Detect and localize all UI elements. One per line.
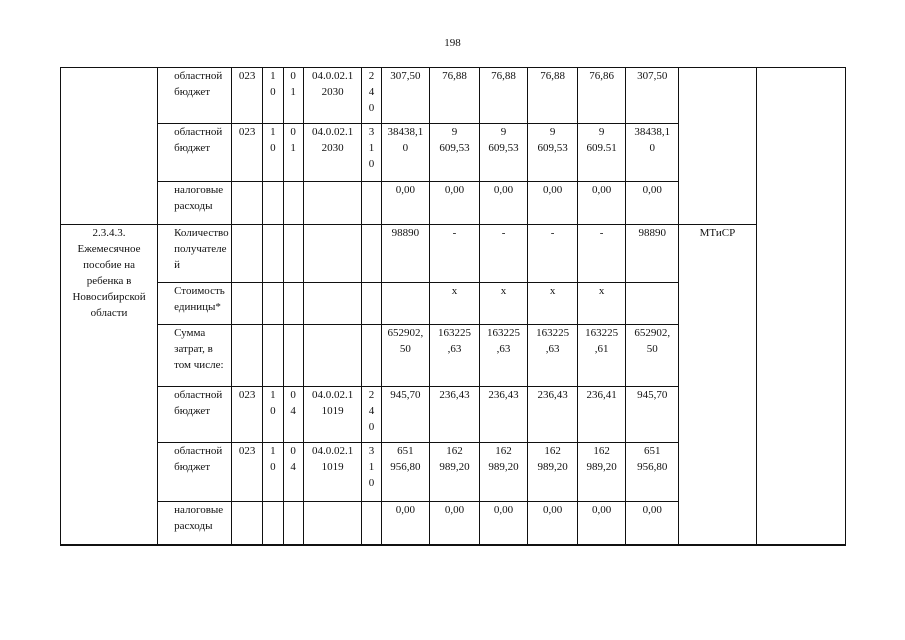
value-q4-cell [577,182,626,225]
target-article-cell [303,325,362,387]
section-code-cell [263,225,283,283]
cell-line: Ежемесячное [77,243,141,255]
expense-type-cell [362,443,381,502]
value-total-b-cell [626,225,679,283]
cell-line: 76,88 [442,70,467,82]
value-q3-cell [528,68,578,124]
indicator-name-cell [158,283,232,325]
table-row [61,225,846,283]
value-total-b-cell [626,68,679,124]
cell-line: налоговые [174,504,224,516]
cell-line: 2 [368,70,375,82]
cell-line: 023 [238,389,256,401]
cell-line: 38438,1 [387,126,424,138]
section-code-cell [263,124,283,182]
target-article-cell [303,225,362,283]
cell-line: 989,20 [537,461,568,473]
subsection-code-cell [283,124,303,182]
cell-line: 162 [593,445,610,457]
cell-line: 0 [368,421,375,433]
indicator-name-cell [158,325,232,387]
cell-line: бюджет [174,461,211,473]
cell-line: области [90,307,128,319]
cell-line: 652902, [634,327,671,339]
cell-line: получателе [174,243,227,255]
value-q2-cell [479,68,528,124]
value-total-b-cell [626,124,679,182]
cell-line: областной [174,445,223,457]
value-q2-cell [479,325,528,387]
cell-line: й [174,259,180,271]
cell-line: 2030 [321,86,344,98]
executor-cell-empty [679,68,757,225]
grbs-code-cell [231,325,262,387]
cell-line: 0 [290,445,296,457]
cell-line: единицы* [174,301,221,313]
value-total-a-cell [381,387,430,443]
indicator-name-cell [158,68,232,124]
subsection-code-cell [283,502,303,546]
cell-line: 0 [270,86,276,98]
cell-line: 0,00 [542,184,563,196]
page-number: 198 [444,37,461,49]
cell-line: 609.51 [586,142,617,154]
cell-line: 652902, [387,327,424,339]
value-q4-cell [577,68,626,124]
grbs-code-cell [231,124,262,182]
cell-line: 163225 [437,327,471,339]
cell-line: - [550,227,555,239]
value-q3-cell [528,124,578,182]
cell-line: 98890 [638,227,666,239]
cell-line: 1 [270,389,276,401]
grbs-code-cell [231,387,262,443]
value-q2-cell [479,225,528,283]
value-q1-cell [430,68,480,124]
executor-label: МТиСР [699,227,736,239]
cell-line: x [500,285,507,297]
cell-line: 236,43 [488,389,519,401]
value-q2-cell [479,502,528,546]
cell-line: 76,88 [491,70,516,82]
expense-type-cell [362,68,381,124]
value-total-b-cell [626,325,679,387]
target-article-cell [303,182,362,225]
cell-line: - [501,227,506,239]
cell-line: бюджет [174,405,211,417]
cell-line: 609,53 [488,142,519,154]
expense-type-cell [362,325,381,387]
cell-line: 0 [368,158,375,170]
cell-line: - [452,227,457,239]
value-q3-cell [528,325,578,387]
grbs-code-cell [231,502,262,546]
cell-line: 38438,1 [634,126,671,138]
cell-line: бюджет [174,142,211,154]
cell-line: затрат, в [174,343,213,355]
section-code-cell [263,325,283,387]
cell-line: 1 [290,142,296,154]
value-q3-cell [528,182,578,225]
cell-line: областной [174,389,223,401]
cell-line: Сумма [174,327,206,339]
value-total-b-cell [626,182,679,225]
cell-line: 989,20 [488,461,519,473]
indicator-name-cell [158,225,232,283]
cell-line: 2030 [321,142,344,154]
cell-line: 0 [290,389,296,401]
section-code-cell [263,283,283,325]
expense-type-cell [362,182,381,225]
cell-line: 0 [270,142,276,154]
cell-line: 0 [402,142,409,154]
cell-line: 0,00 [493,504,514,516]
value-q3-cell [528,225,578,283]
cell-line: 0,00 [542,504,563,516]
value-q3-cell [528,283,578,325]
expense-type-cell [362,225,381,283]
cell-line: 0 [368,102,375,114]
cell-line: 236,41 [586,389,617,401]
subsection-code-cell [283,182,303,225]
indicator-name-cell [158,182,232,225]
cell-line: 9 [500,126,507,138]
subsection-code-cell [283,225,303,283]
value-q3-cell [528,502,578,546]
cell-line: 236,43 [537,389,568,401]
cell-line: 0 [649,142,655,154]
indicator-name-cell [158,502,232,546]
cell-line: областной [174,126,223,138]
cell-line: 2 [368,389,375,401]
value-q4-cell [577,225,626,283]
value-total-b-cell [626,387,679,443]
cell-line: 98890 [391,227,420,239]
indicator-name-cell [158,443,232,502]
cell-line: бюджет [174,86,211,98]
target-article-cell [303,443,362,502]
section-code-cell [263,502,283,546]
indicator-name-cell [158,124,232,182]
cell-line: - [599,227,604,239]
cell-line: 0,00 [444,504,465,516]
table-row [61,68,846,124]
cell-line: ребенка в [86,275,132,287]
cell-line: Новосибирской [72,291,146,303]
cell-line: 163225 [536,327,570,339]
target-article-cell [303,502,362,546]
cell-line: 1019 [321,461,344,473]
section-code-cell [263,387,283,443]
cell-line: 0,00 [592,504,612,516]
cell-line: 0,00 [493,184,514,196]
cell-line: 945,70 [637,389,668,401]
cell-line: 3 [368,445,375,457]
cell-line: 989,20 [586,461,617,473]
table-left-border [60,67,61,545]
expense-type-cell [362,283,381,325]
cell-line: 1 [368,142,375,154]
cell-line: 945,70 [390,389,421,401]
cell-line: 1 [270,126,276,138]
value-total-a-cell [381,443,430,502]
cell-line: 162 [544,445,561,457]
grbs-code-cell [231,443,262,502]
cell-line: 0,00 [395,184,416,196]
cell-line: расходы [174,200,213,212]
measure-cell-empty [61,68,158,225]
cell-line: 9 [549,126,556,138]
cell-line: налоговые [174,184,224,196]
cell-line: 609,53 [537,142,568,154]
cell-line: 9 [451,126,458,138]
value-total-a-cell [381,182,430,225]
cell-line: 4 [368,86,375,98]
value-total-b-cell [626,502,679,546]
value-q4-cell [577,387,626,443]
indicator-name-cell [158,387,232,443]
cell-line: 023 [238,445,256,457]
cell-line: 3 [368,126,375,138]
value-q1-cell [430,502,480,546]
cell-line: 1 [368,461,375,473]
grbs-code-cell [231,225,262,283]
value-q2-cell [479,182,528,225]
cell-line: 307,50 [637,70,668,82]
value-q2-cell [479,124,528,182]
cell-line: 1 [270,70,276,82]
cell-line: x [451,285,458,297]
cell-line: 1 [270,445,276,457]
cell-line: 609,53 [439,142,470,154]
cell-line: Количество [174,227,229,239]
subsection-code-cell [283,325,303,387]
value-q2-cell [479,387,528,443]
cell-line: 0,00 [592,184,612,196]
value-total-a-cell [381,502,430,546]
cell-line: том числе: [174,359,224,371]
cell-line: 4 [290,405,296,417]
subsection-code-cell [283,68,303,124]
cell-line: 04.0.02.1 [311,389,354,401]
cell-line: расходы [174,520,213,532]
cell-line: пособие на [83,259,136,271]
cell-line: Стоимость [174,285,225,297]
value-q1-cell [430,325,480,387]
cell-line: 0,00 [642,184,662,196]
expense-type-cell [362,387,381,443]
cell-line: ,63 [545,343,560,355]
cell-line: областной [174,70,223,82]
cell-line: 162 [495,445,512,457]
cell-line: 0,00 [444,184,465,196]
value-q4-cell [577,502,626,546]
target-article-cell [303,387,362,443]
value-q2-cell [479,443,528,502]
cell-line: x [598,285,605,297]
cell-line: 1 [290,86,296,98]
budget-table [60,67,846,546]
cell-line: 956,80 [390,461,421,473]
cell-line: x [549,285,556,297]
cell-line: 0 [270,461,276,473]
cell-line: 76,88 [540,70,565,82]
value-q1-cell [430,387,480,443]
value-total-a-cell [381,68,430,124]
cell-line: 307,50 [390,70,421,82]
cell-line: 04.0.02.1 [311,70,354,82]
cell-line: 76,86 [589,70,614,82]
cell-line: 0 [290,70,296,82]
cell-line: 04.0.02.1 [311,126,354,138]
cell-line: 163225 [487,327,521,339]
target-article-cell [303,283,362,325]
expense-type-cell [362,124,381,182]
cell-line: ,61 [594,343,609,355]
value-total-a-cell [381,225,430,283]
cell-line: 4 [368,405,375,417]
value-q1-cell [430,182,480,225]
target-article-cell [303,124,362,182]
cell-line: 023 [238,70,256,82]
value-total-a-cell [381,283,430,325]
value-q4-cell [577,325,626,387]
expense-type-cell [362,502,381,546]
cell-line: 0,00 [642,504,662,516]
grbs-code-cell [231,68,262,124]
subsection-code-cell [283,443,303,502]
section-code-cell [263,443,283,502]
cell-line: 0 [290,126,296,138]
executor-cell [679,225,757,546]
value-total-b-cell [626,283,679,325]
value-total-a-cell [381,124,430,182]
cell-line: 50 [646,343,658,355]
cell-line: 9 [598,126,605,138]
cell-line: 956,80 [637,461,668,473]
value-q4-cell [577,443,626,502]
subsection-code-cell [283,387,303,443]
value-q2-cell [479,283,528,325]
grbs-code-cell [231,182,262,225]
cell-line: ,63 [496,343,511,355]
grbs-code-cell [231,283,262,325]
section-code-cell [263,68,283,124]
value-q3-cell [528,443,578,502]
cell-line: 651 [643,445,661,457]
value-total-b-cell [626,443,679,502]
cell-line: 50 [399,343,411,355]
cell-line: 023 [238,126,256,138]
cell-line: 04.0.02.1 [311,445,354,457]
cell-line: 163225 [585,327,619,339]
cell-line: 0,00 [395,504,416,516]
table-bottom-border [60,544,846,545]
target-article-cell [303,68,362,124]
value-q4-cell [577,124,626,182]
value-q1-cell [430,443,480,502]
cell-line: 0 [270,405,276,417]
cell-line: 162 [446,445,463,457]
cell-line: 4 [290,461,296,473]
value-q3-cell [528,387,578,443]
cell-line: 1019 [321,405,344,417]
measure-cell [61,225,158,546]
cell-line: 651 [397,445,414,457]
cell-line: 989,20 [439,461,470,473]
cell-line: 236,43 [439,389,470,401]
result-cell [756,68,845,546]
cell-line: ,63 [447,343,462,355]
cell-line: 0 [368,477,375,489]
value-total-a-cell [381,325,430,387]
section-code-cell [263,182,283,225]
value-q4-cell [577,283,626,325]
value-q1-cell [430,283,480,325]
cell-line: 2.3.4.3. [92,227,126,239]
value-q1-cell [430,124,480,182]
value-q1-cell [430,225,480,283]
subsection-code-cell [283,283,303,325]
